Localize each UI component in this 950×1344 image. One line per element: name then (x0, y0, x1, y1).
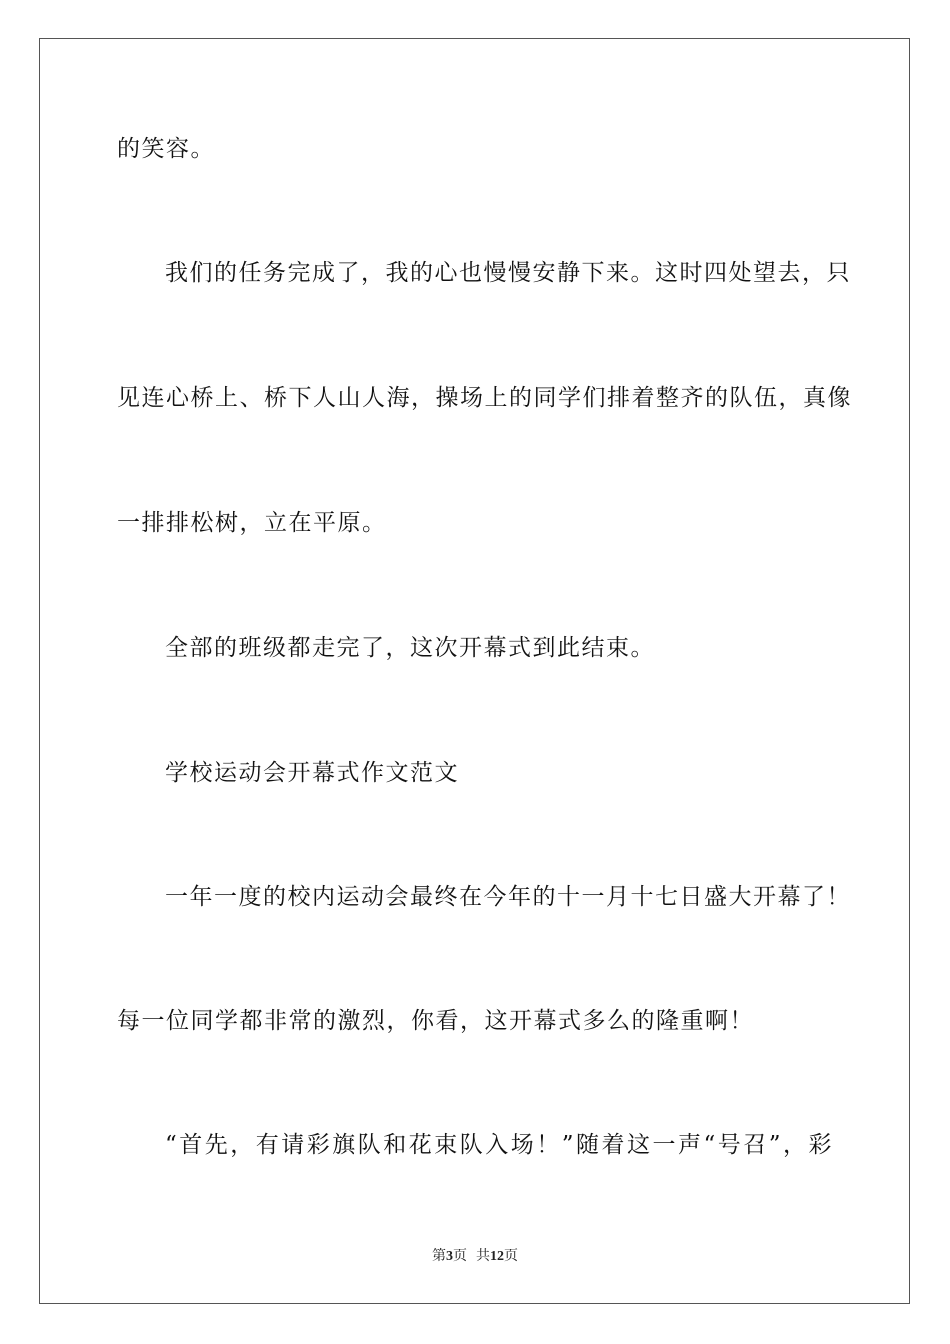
text-line-8: 每一位同学都非常的激烈，你看，这开幕式多么的隆重啊！ (117, 1008, 754, 1034)
text-line-1: 的笑容。 (117, 136, 215, 162)
footer-total-pages: 12 (489, 1249, 504, 1264)
footer-mid: 页 共 (453, 1248, 490, 1264)
section-heading: 学校运动会开幕式作文范文 (165, 760, 459, 786)
footer-suffix: 页 (503, 1248, 518, 1264)
text-line-9: “首先，有请彩旗队和花束队入场！”随着这一声“号召”，彩 (165, 1132, 833, 1158)
text-line-7: 一年一度的校内运动会最终在今年的十一月十七日盛大开幕了！ (165, 884, 851, 910)
text-line-5: 全部的班级都走完了，这次开幕式到此结束。 (165, 635, 655, 661)
page-border (39, 38, 910, 1304)
text-line-2: 我们的任务完成了，我的心也慢慢安静下来。这时四处望去，只 (165, 260, 851, 286)
text-line-4: 一排排松树，立在平原。 (117, 510, 387, 536)
footer-prefix: 第 (432, 1248, 447, 1264)
text-line-3: 见连心桥上、桥下人山人海，操场上的同学们排着整齐的队伍，真像 (117, 385, 852, 411)
footer-current-page: 3 (446, 1249, 454, 1264)
page-footer (0, 1246, 950, 1267)
